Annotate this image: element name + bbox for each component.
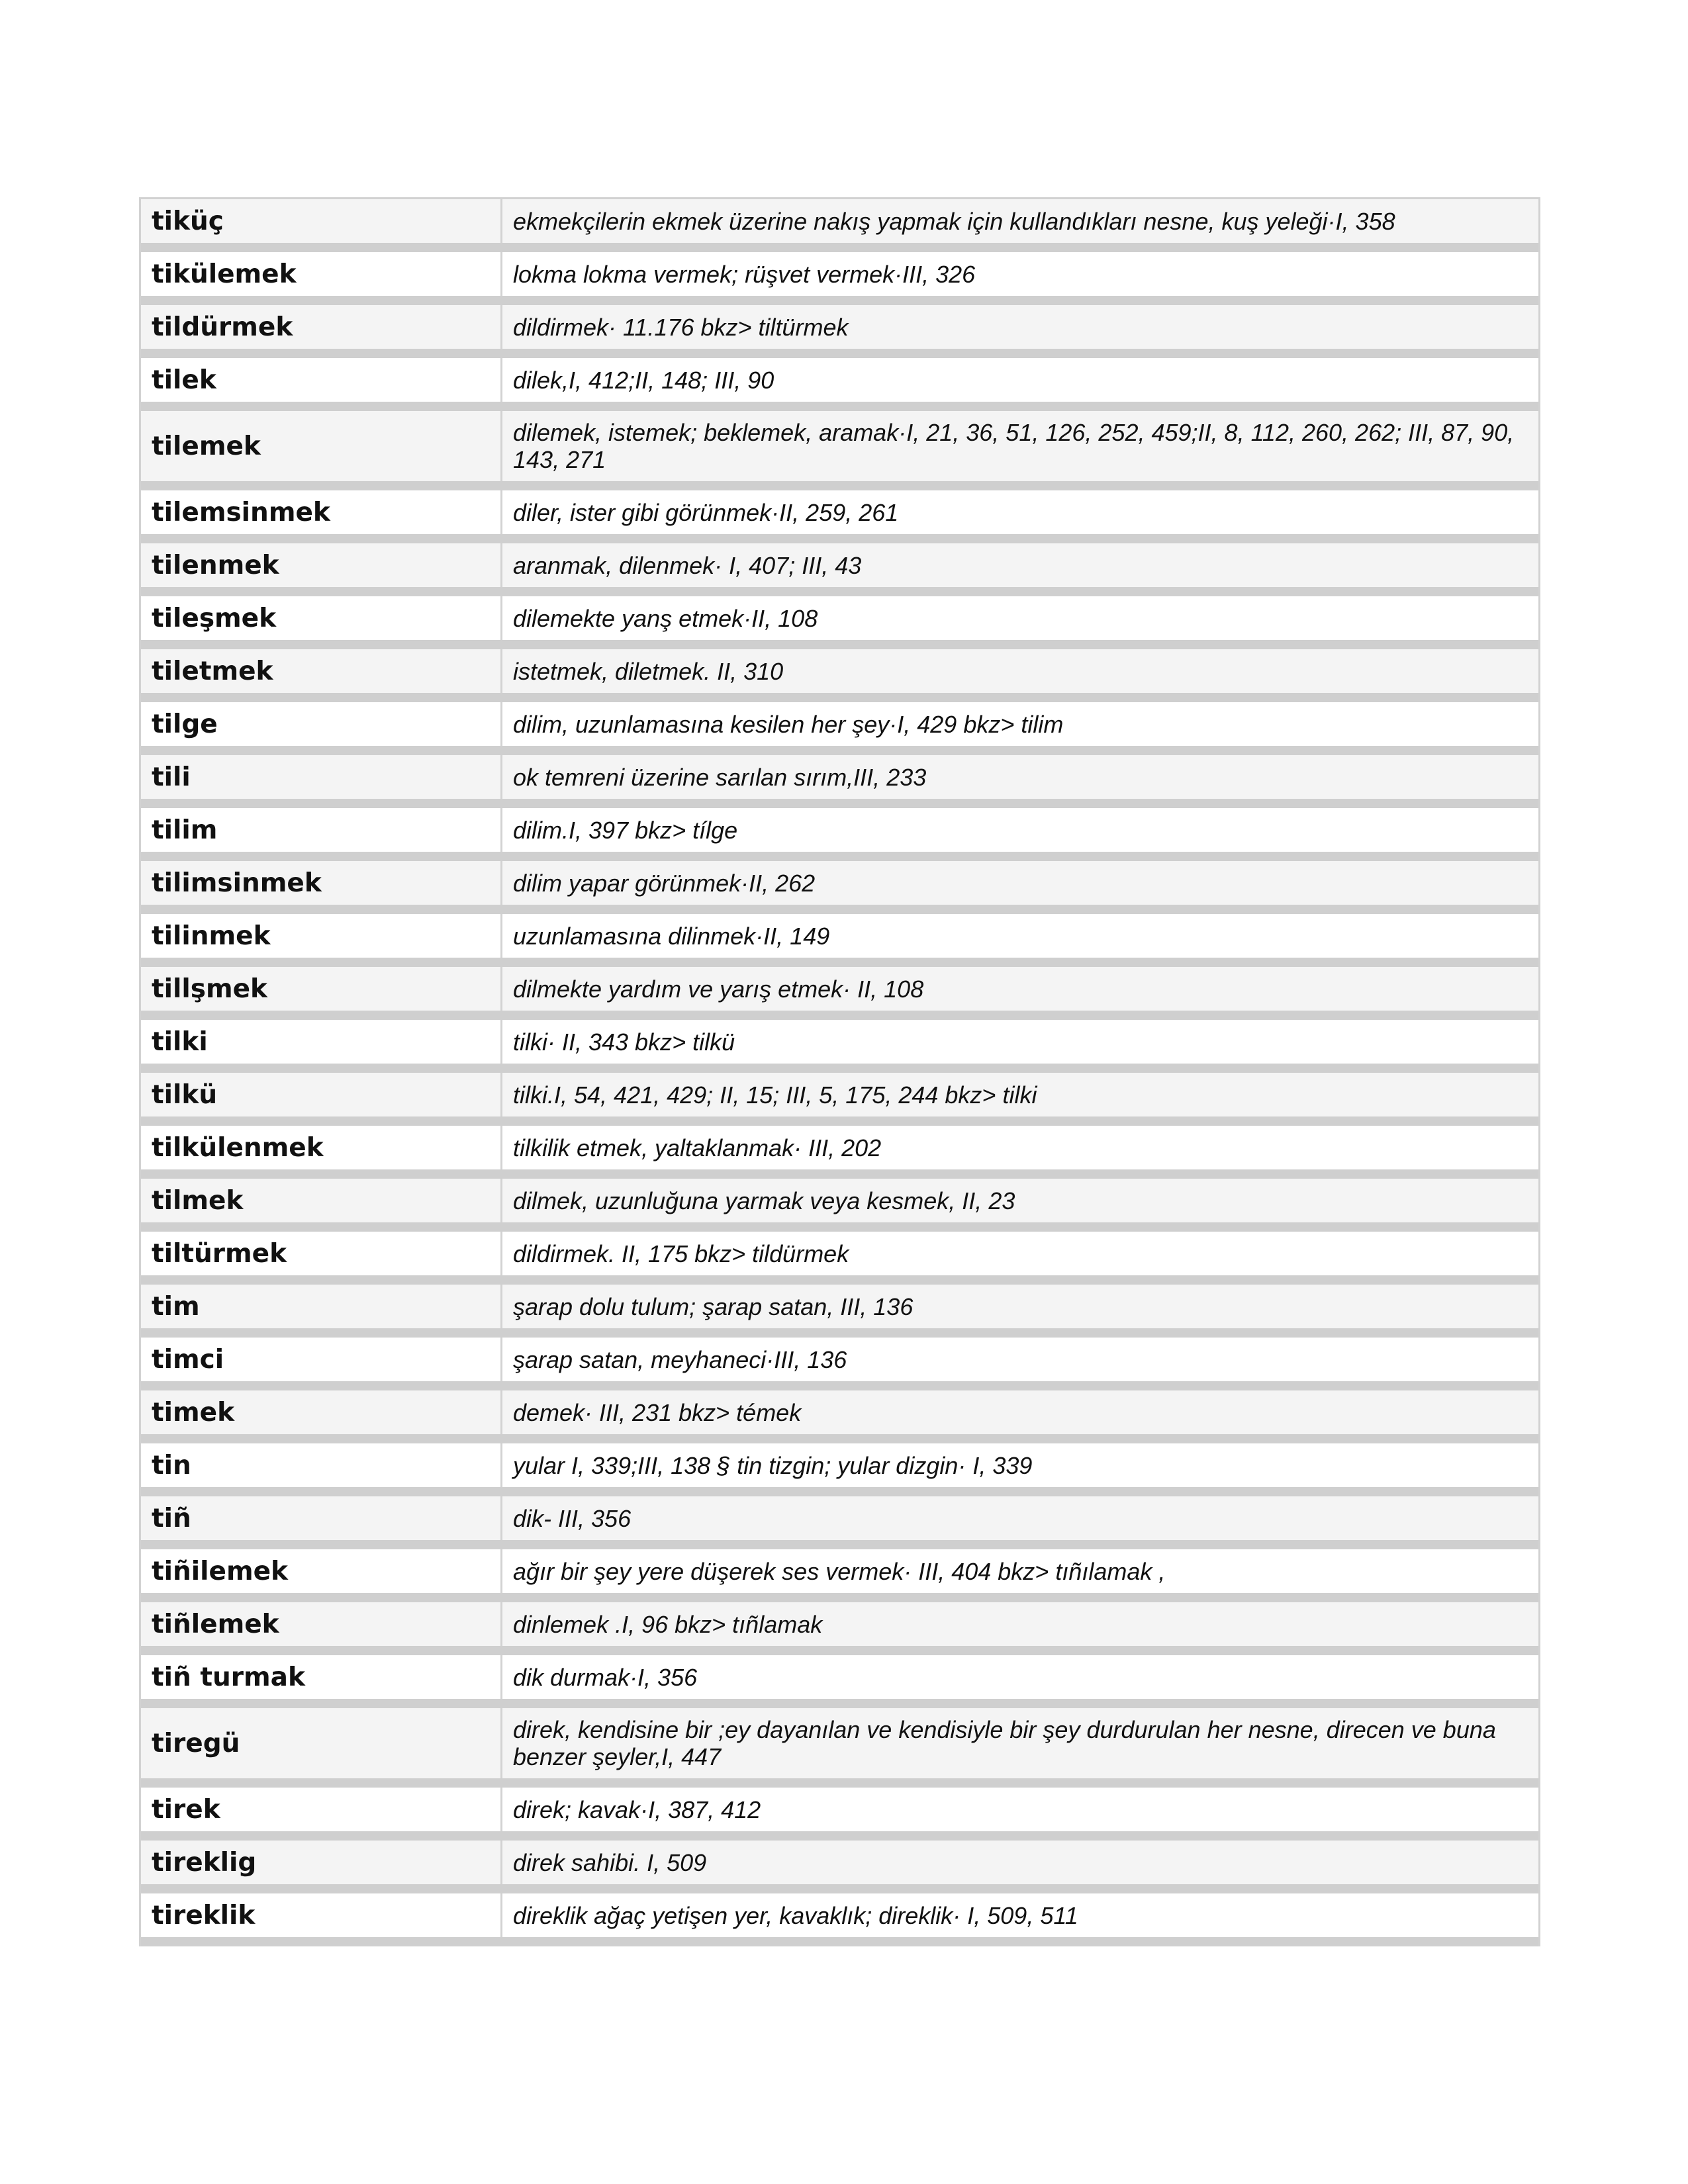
- entry-term: tilim: [141, 808, 502, 852]
- table-row: [141, 1655, 1538, 1708]
- table-row: [141, 1390, 1538, 1443]
- table-row: [141, 1126, 1538, 1179]
- table-row: [141, 305, 1538, 358]
- table-row: [141, 543, 1538, 596]
- entry-term: tildürmek: [141, 305, 502, 349]
- entry-definition: aranmak, dilenmek· I, 407; III, 43: [513, 551, 862, 579]
- entry-definition: dilek,I, 412;II, 148; III, 90: [513, 366, 774, 394]
- entry-term: tiñ turmak: [141, 1655, 502, 1699]
- entry-definition: dildirmek. II, 175 bkz> tildürmek: [513, 1240, 849, 1267]
- entry-definition: ağır bir şey yere düşerek ses vermek· III, 404 bkz> tıñılamak ,: [513, 1557, 1166, 1585]
- entry-definition: dildirmek· 11.176 bkz> tiltürmek: [513, 313, 849, 341]
- entry-definition: şarap satan, meyhaneci·III, 136: [513, 1345, 847, 1373]
- table-row: [141, 967, 1538, 1020]
- entry-term: tilek: [141, 358, 502, 402]
- entry-term: tilinmek: [141, 914, 502, 958]
- table-row: [141, 1020, 1538, 1073]
- entry-definition: lokma lokma vermek; rüşvet vermek·III, 326: [513, 260, 976, 288]
- entry-term: timci: [141, 1338, 502, 1381]
- table-row: [141, 808, 1538, 861]
- entry-term: tilki: [141, 1020, 502, 1064]
- entry-term: tileşmek: [141, 596, 502, 640]
- entry-term: tiregü: [141, 1708, 502, 1778]
- entry-definition: uzunlamasına dilinmek·II, 149: [513, 922, 830, 950]
- entry-term: tilemek: [141, 411, 502, 481]
- entry-definition: tilkilik etmek, yaltaklanmak· III, 202: [513, 1134, 882, 1161]
- entry-definition: tilki· II, 343 bkz> tilkü: [513, 1028, 735, 1056]
- entry-term: tiñlemek: [141, 1602, 502, 1646]
- table-row: [141, 252, 1538, 305]
- entry-definition: dilmek, uzunluğuna yarmak veya kesmek, II, 23: [513, 1187, 1015, 1214]
- entry-term: tillşmek: [141, 967, 502, 1011]
- entry-term: tilenmek: [141, 543, 502, 587]
- table-row: [141, 1285, 1538, 1338]
- entry-term: tilimsinmek: [141, 861, 502, 905]
- entry-definition: demek· III, 231 bkz> témek: [513, 1398, 802, 1426]
- table-row: [141, 1232, 1538, 1285]
- table-row: [141, 755, 1538, 808]
- entry-term: tireklig: [141, 1841, 502, 1884]
- entry-term: tiñilemek: [141, 1549, 502, 1593]
- entry-definition: dilim.I, 397 bkz> tílge: [513, 816, 738, 844]
- entry-term: timek: [141, 1390, 502, 1434]
- table-row: [141, 199, 1538, 252]
- table-row: [141, 1073, 1538, 1126]
- entry-definition: dilim yapar görünmek·II, 262: [513, 869, 816, 897]
- entry-definition: ekmekçilerin ekmek üzerine nakış yapmak için kullandıkları nesne, kuş yeleği·I, 358: [513, 207, 1395, 235]
- table-row: [141, 914, 1538, 967]
- table-row: [141, 1338, 1538, 1390]
- table-row: [141, 1602, 1538, 1655]
- entry-definition: dik- III, 356: [513, 1504, 632, 1532]
- entry-term: tikülemek: [141, 252, 502, 296]
- entry-term: tiküç: [141, 199, 502, 243]
- entry-definition: dilmekte yardım ve yarış etmek· II, 108: [513, 975, 924, 1003]
- table-row: [141, 358, 1538, 411]
- table-row: [141, 1841, 1538, 1893]
- table-row: [141, 649, 1538, 702]
- entry-term: tirek: [141, 1788, 502, 1831]
- table-row: [141, 861, 1538, 914]
- entry-definition: tilki.I, 54, 421, 429; II, 15; III, 5, 175, 244 bkz> tilki: [513, 1081, 1037, 1109]
- entry-definition: ok temreni üzerine sarılan sırım,III, 233: [513, 763, 927, 791]
- table-row: [141, 490, 1538, 543]
- entry-definition: istetmek, diletmek. II, 310: [513, 657, 784, 685]
- entry-term: tireklik: [141, 1893, 502, 1937]
- entry-definition: dik durmak·I, 356: [513, 1663, 698, 1691]
- table-row: [141, 1496, 1538, 1549]
- table-row: [141, 596, 1538, 649]
- table-row: [141, 1179, 1538, 1232]
- table-row: [141, 1549, 1538, 1602]
- table-row: [141, 1443, 1538, 1496]
- entry-definition: dilim, uzunlamasına kesilen her şey·I, 429 bkz> tilim: [513, 710, 1064, 738]
- entry-term: tilkü: [141, 1073, 502, 1116]
- entry-definition: dilemekte yanş etmek·II, 108: [513, 604, 818, 632]
- entry-definition: yular I, 339;III, 138 § tin tizgin; yular dizgin· I, 339: [513, 1451, 1033, 1479]
- entry-definition: dinlemek .I, 96 bkz> tıñlamak: [513, 1610, 823, 1638]
- entry-definition: direk, kendisine bir ;ey dayanılan ve kendisiyle bir şey durdurulan her nesne, direcen ve buna benzer şeyler,I, 447: [513, 1716, 1496, 1770]
- entry-definition: direk; kavak·I, 387, 412: [513, 1796, 761, 1823]
- glossary-table: [139, 197, 1540, 1946]
- entry-term: tin: [141, 1443, 502, 1487]
- entry-term: tili: [141, 755, 502, 799]
- entry-term: tilkülenmek: [141, 1126, 502, 1169]
- entry-term: tiletmek: [141, 649, 502, 693]
- entry-definition: direk sahibi. I, 509: [513, 1848, 707, 1876]
- table-row: [141, 1708, 1538, 1788]
- table-row: [141, 1893, 1538, 1946]
- entry-definition: şarap dolu tulum; şarap satan, III, 136: [513, 1293, 914, 1320]
- entry-definition: direklik ağaç yetişen yer, kavaklık; direklik· I, 509, 511: [513, 1901, 1078, 1929]
- entry-term: tiñ: [141, 1496, 502, 1540]
- entry-term: tilge: [141, 702, 502, 746]
- entry-term: tilemsinmek: [141, 490, 502, 534]
- table-row: [141, 1788, 1538, 1841]
- entry-definition: dilemek, istemek; beklemek, aramak·I, 21, 36, 51, 126, 252, 459;II, 8, 112, 260, 262; III, 87, 90, 143, 271: [513, 419, 1515, 473]
- table-row: [141, 702, 1538, 755]
- entry-term: tiltürmek: [141, 1232, 502, 1275]
- entry-definition: diler, ister gibi görünmek·II, 259, 261: [513, 498, 899, 526]
- table-row: [141, 411, 1538, 490]
- entry-term: tim: [141, 1285, 502, 1328]
- entry-term: tilmek: [141, 1179, 502, 1222]
